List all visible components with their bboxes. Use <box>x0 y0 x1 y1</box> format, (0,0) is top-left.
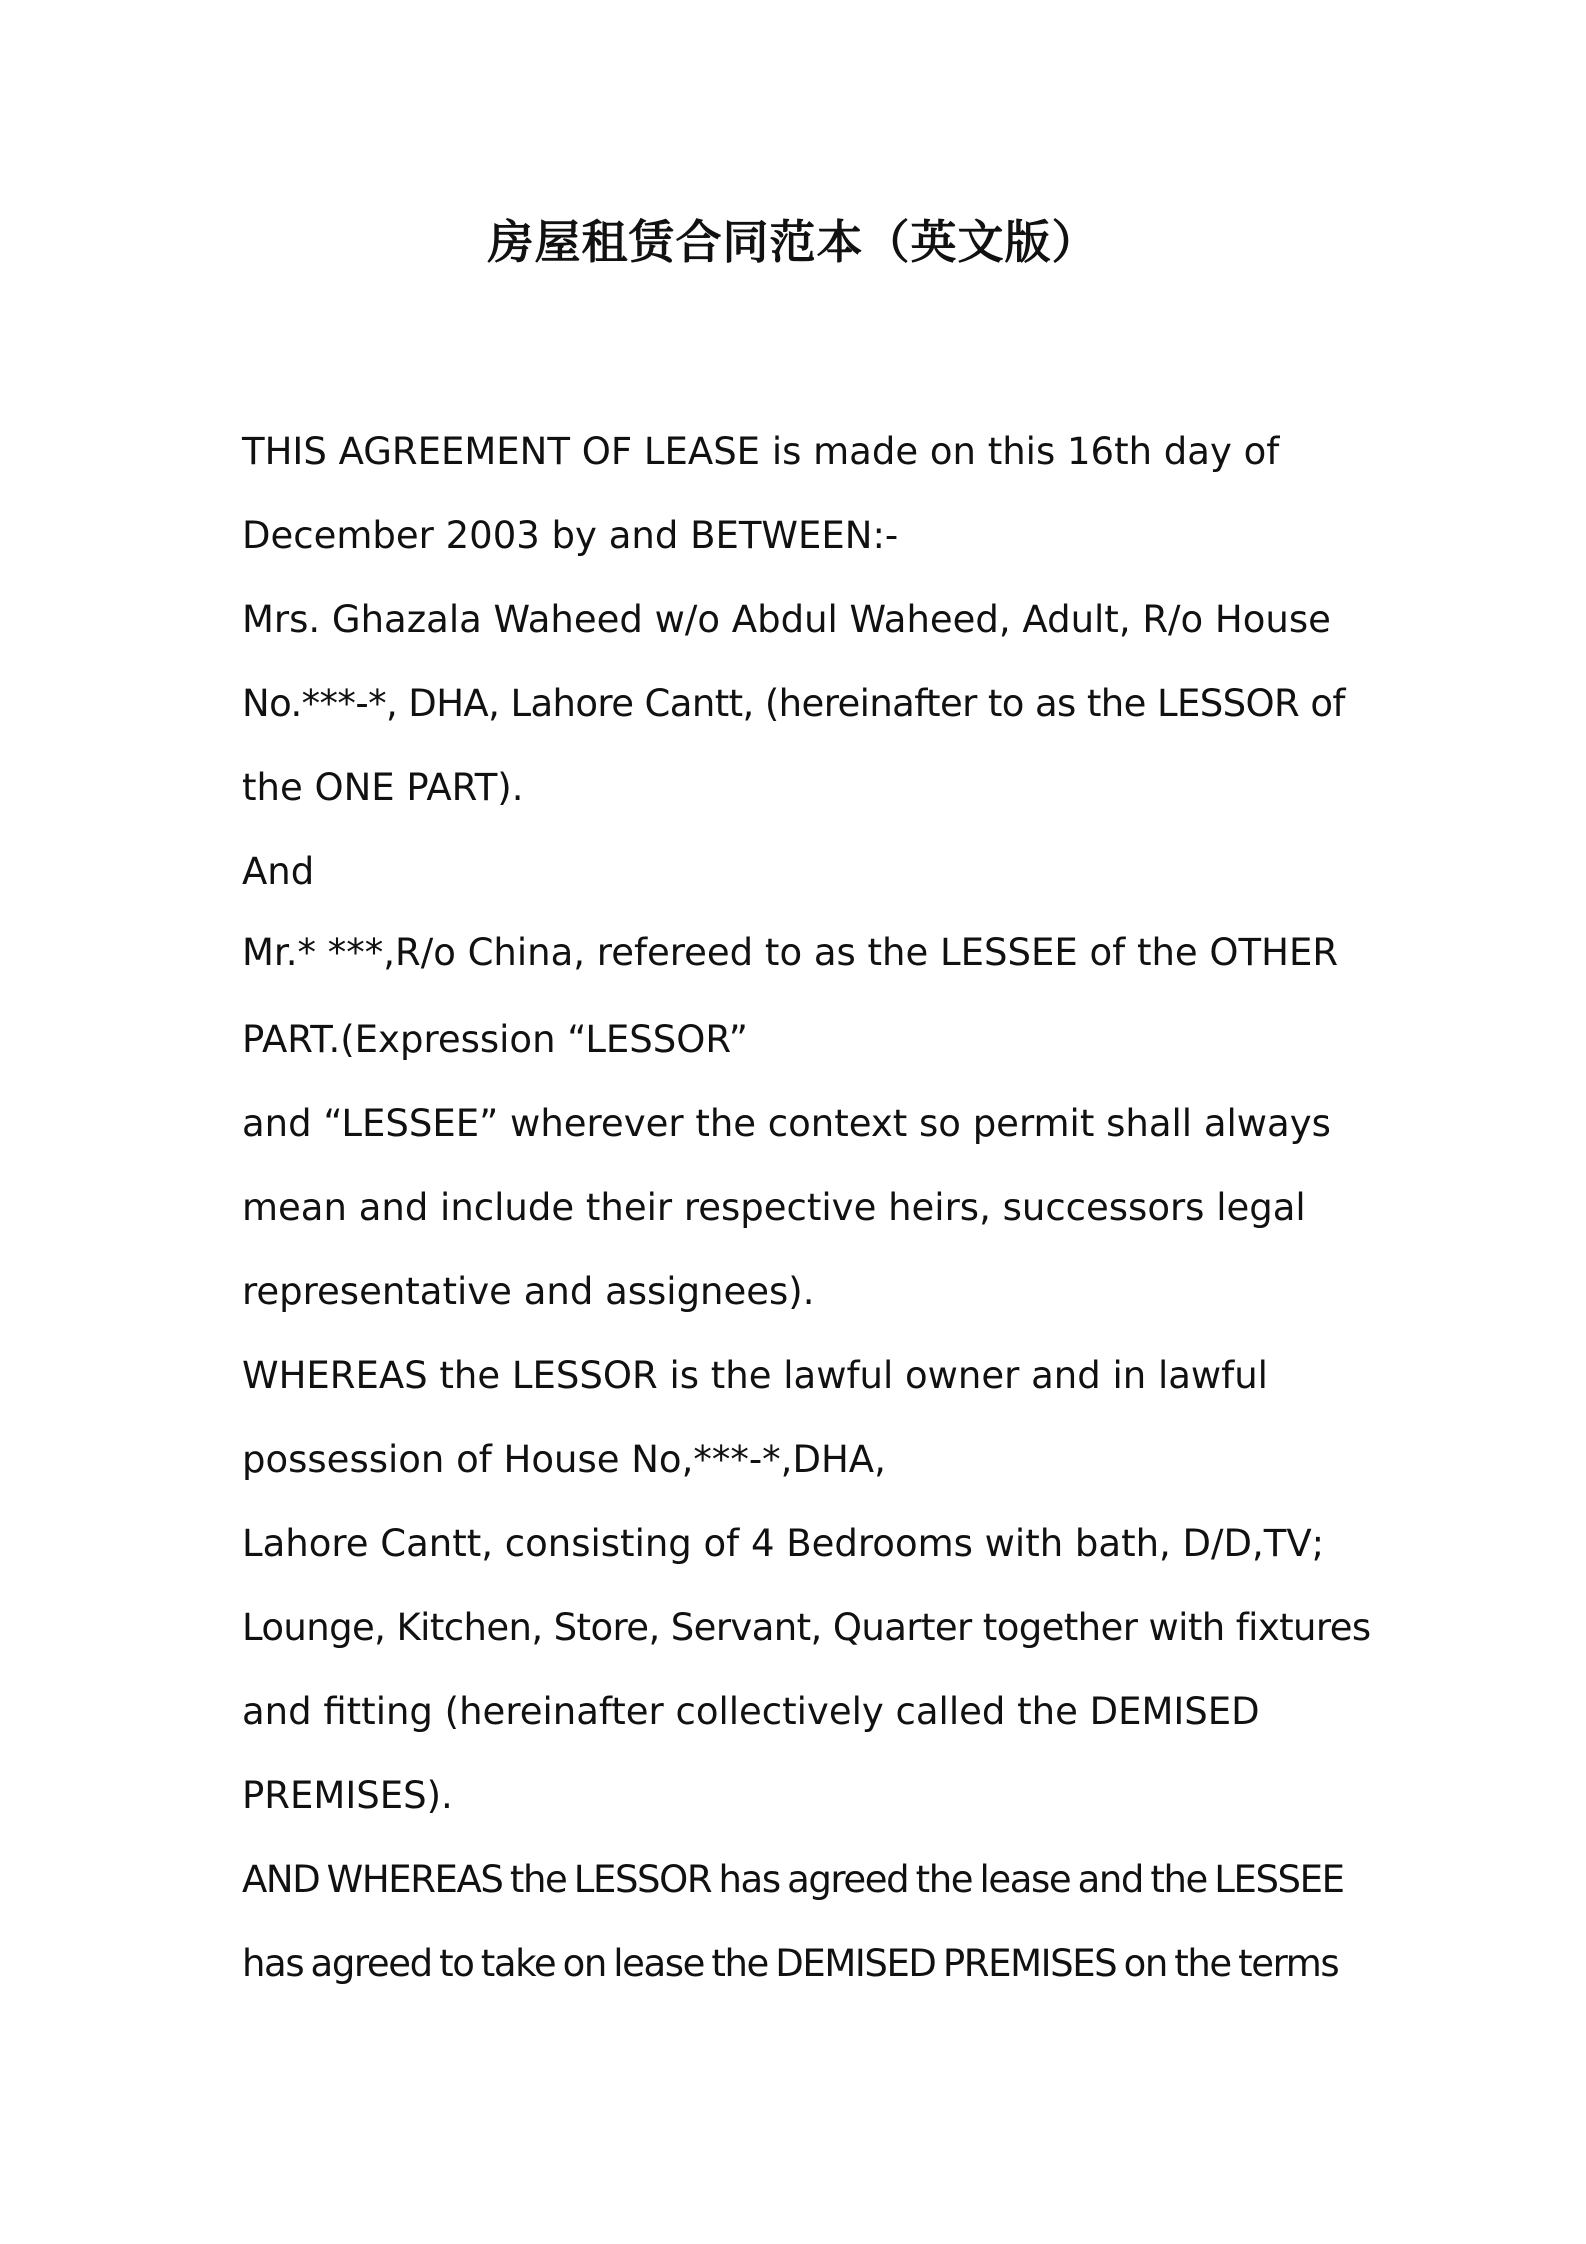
body-line: has agreed to take on lease the DEMISED PREMISES on the terms <box>242 1942 1339 1985</box>
body-line: No.***-*, DHA, Lahore Cantt, (hereinafter to as the LESSOR of <box>242 682 1345 725</box>
body-line: And <box>242 850 315 893</box>
body-line: Lounge, Kitchen, Store, Servant, Quarter together with fixtures <box>242 1606 1371 1649</box>
body-line: and “LESSEE” wherever the context so permit shall always <box>242 1102 1331 1145</box>
document-body <box>242 410 1372 2006</box>
body-line: and fitting (hereinafter collectively called the DEMISED <box>242 1690 1260 1733</box>
body-line: December 2003 by and BETWEEN:- <box>242 514 899 557</box>
body-line: representative and assignees). <box>242 1270 815 1313</box>
body-line: Mr.* ***,R/o China, refereed to as the LESSEE of the OTHER <box>242 931 1339 974</box>
body-line: the ONE PART). <box>242 766 524 809</box>
body-line: possession of House No,***-*,DHA, <box>242 1438 886 1481</box>
document-title: 房屋租赁合同范本（英文版） <box>487 215 1099 269</box>
body-line: Mrs. Ghazala Waheed w/o Abdul Waheed, Adult, R/o House <box>242 598 1331 641</box>
body-line: THIS AGREEMENT OF LEASE is made on this 16th day of <box>242 430 1280 473</box>
body-line: mean and include their respective heirs, successors legal <box>242 1186 1306 1229</box>
body-line: PART.(Expression “LESSOR” <box>242 1018 748 1061</box>
body-line: WHEREAS the LESSOR is the lawful owner and in lawful <box>242 1354 1268 1397</box>
body-line: PREMISES). <box>242 1774 453 1817</box>
body-line: Lahore Cantt, consisting of 4 Bedrooms with bath, D/D,TV; <box>242 1522 1325 1565</box>
body-line: AND WHEREAS the LESSOR has agreed the lease and the LESSEE <box>242 1858 1344 1901</box>
